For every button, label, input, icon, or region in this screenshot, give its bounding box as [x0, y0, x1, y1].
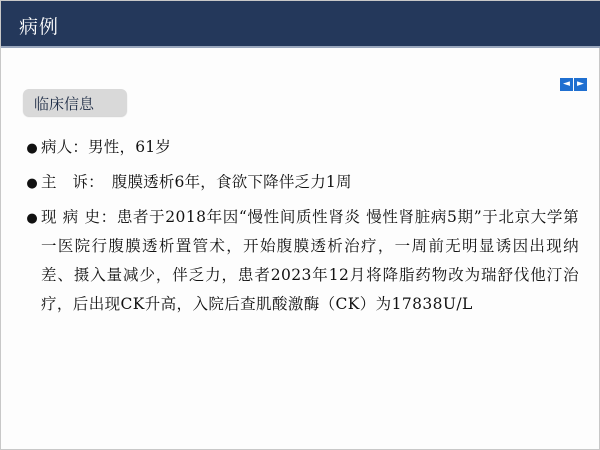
list-item [23, 203, 579, 319]
navigation-controls[interactable] [560, 77, 587, 91]
title-divider [1, 46, 600, 48]
list-item [23, 168, 579, 197]
chevron-left-icon[interactable]: ◄ [560, 78, 573, 91]
list-item [23, 133, 579, 162]
bullet-marker-icon: ● [26, 176, 38, 191]
list-item-text: 病人：男性，61岁 [41, 138, 172, 156]
slide-title-bar [1, 1, 600, 46]
bullet-marker-icon: ● [26, 141, 38, 156]
list-item-text: 现 病 史：患者于2018年因“慢性间质性肾炎 慢性肾脏病5期”于北京大学第一医院行腹膜透析置管术，开始腹膜透析治疗，一周前无明显诱因出现纳差、摄入量减少，伴乏力，患者2023年12月将降脂药物改为瑞舒伐他汀治疗，后出现CK升高，入院后查肌酸激酶（CK）为17838U/L [41, 208, 579, 313]
section-label-text: 临床信息 [34, 95, 95, 113]
bullet-marker-icon: ● [26, 211, 38, 226]
bullet-list [23, 133, 579, 325]
list-item-text: 主 诉： 腹膜透析6年，食欲下降伴乏力1周 [41, 173, 352, 191]
section-label-badge [23, 89, 127, 116]
page-title: 病例 [19, 16, 60, 38]
chevron-right-icon[interactable]: ► [574, 78, 587, 91]
